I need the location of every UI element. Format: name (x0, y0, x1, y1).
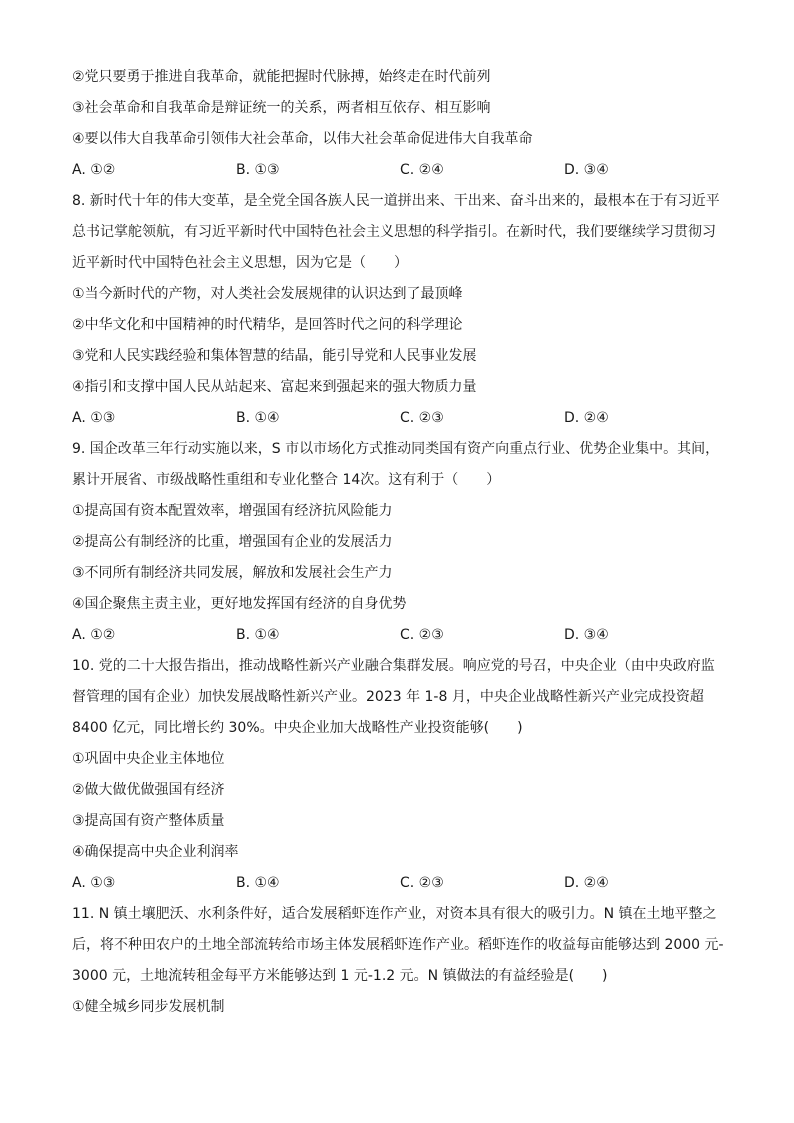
q10-statement-1: ①巩固中央企业主体地位 (72, 751, 225, 767)
q10-options (72, 868, 728, 899)
q10-stem-line-3: 8400 亿元，同比增长约 30%。中央企业加大战略性产业投资能够( ) (72, 720, 523, 736)
q10-statement-4: ④确保提高中央企业利润率 (72, 844, 239, 860)
q8-option-a: A. ①③ (72, 410, 116, 426)
q7-option-c: C. ②④ (400, 162, 444, 178)
q10-statement-2: ②做大做优做强国有经济 (72, 782, 225, 798)
q7-statement-4: ④要以伟大自我革命引领伟大社会革命，以伟大社会革命促进伟大自我革命 (72, 131, 533, 147)
q11-stem-line-2: 后，将不种田农户的土地全部流转给市场主体发展稻虾连作产业。稻虾连作的收益每亩能够达到 2000 元- (72, 937, 724, 953)
q9-option-b: B. ①④ (236, 627, 280, 643)
q8-statement-3: ③党和人民实践经验和集体智慧的结晶，能引导党和人民事业发展 (72, 348, 477, 364)
q7-option-a: A. ①② (72, 162, 116, 178)
question-9 (72, 434, 728, 651)
q11-stem-line-1: 11. N 镇土壤肥沃、水利条件好，适合发展稻虾连作产业，对资本具有很大的吸引力。N 镇在土地平整之 (72, 906, 717, 922)
q11-stem-line-3: 3000 元，土地流转租金每平方米能够达到 1 元-1.2 元。N 镇做法的有益经验是( ) (72, 968, 608, 984)
q8-option-d: D. ②④ (564, 410, 609, 426)
q8-statement-4: ④指引和支撑中国人民从站起来、富起来到强起来的强大物质力量 (72, 379, 477, 395)
q10-option-b: B. ①④ (236, 875, 280, 891)
q10-option-c: C. ②③ (400, 875, 444, 891)
q8-option-b: B. ①④ (236, 410, 280, 426)
question-10 (72, 651, 728, 899)
q7-option-d: D. ③④ (564, 162, 609, 178)
q9-statement-2: ②提高公有制经济的比重，增强国有企业的发展活力 (72, 534, 393, 550)
q9-stem-line-1: 9. 国企改革三年行动实施以来，S 市以市场化方式推动同类国有资产向重点行业、优势企业集中。其间， (72, 441, 720, 457)
q8-statement-2: ②中华文化和中国精神的时代精华，是回答时代之问的科学理论 (72, 317, 463, 333)
q9-option-c: C. ②③ (400, 627, 444, 643)
q9-option-a: A. ①② (72, 627, 116, 643)
q7-statement-3: ③社会革命和自我革命是辩证统一的关系，两者相互依存、相互影响 (72, 100, 491, 116)
q10-option-d: D. ②④ (564, 875, 609, 891)
q9-options (72, 620, 728, 651)
q10-stem-line-1: 10. 党的二十大报告指出，推动战略性新兴产业融合集群发展。响应党的号召，中央企业（由中央政府监 (72, 658, 715, 674)
q7-options (72, 155, 728, 186)
exam-page (72, 62, 728, 1023)
q9-statement-4: ④国企聚焦主责主业，更好地发挥国有经济的自身优势 (72, 596, 407, 612)
q8-option-c: C. ②③ (400, 410, 444, 426)
q10-statement-3: ③提高国有资产整体质量 (72, 813, 225, 829)
q8-stem-line-3: 近平新时代中国特色社会主义思想，因为它是（ ） (72, 255, 408, 271)
q9-statement-1: ①提高国有资本配置效率，增强国有经济抗风险能力 (72, 503, 393, 519)
q9-statement-3: ③不同所有制经济共同发展，解放和发展社会生产力 (72, 565, 393, 581)
q11-statement-1: ①健全城乡同步发展机制 (72, 999, 225, 1015)
question-7 (72, 62, 728, 186)
q10-stem-line-2: 督管理的国有企业）加快发展战略性新兴产业。2023 年 1-8 月，中央企业战略性新兴产业完成投资超 (72, 689, 704, 705)
q10-option-a: A. ①③ (72, 875, 116, 891)
q8-statement-1: ①当今新时代的产物，对人类社会发展规律的认识达到了最顶峰 (72, 286, 463, 302)
question-11 (72, 899, 728, 1023)
q8-options (72, 403, 728, 434)
q9-stem-line-2: 累计开展省、市级战略性重组和专业化整合 14次。这有利于（ ） (72, 472, 501, 488)
q8-stem-line-1: 8. 新时代十年的伟大变革，是全党全国各族人民一道拼出来、干出来、奋斗出来的，最根本在于有习近平 (72, 193, 720, 209)
q8-stem-line-2: 总书记掌舵领航，有习近平新时代中国特色社会主义思想的科学指引。在新时代，我们要继续学习贯彻习 (72, 224, 716, 240)
q7-statement-2: ②党只要勇于推进自我革命，就能把握时代脉搏，始终走在时代前列 (72, 69, 491, 85)
question-8 (72, 186, 728, 434)
q7-option-b: B. ①③ (236, 162, 280, 178)
q9-option-d: D. ③④ (564, 627, 609, 643)
